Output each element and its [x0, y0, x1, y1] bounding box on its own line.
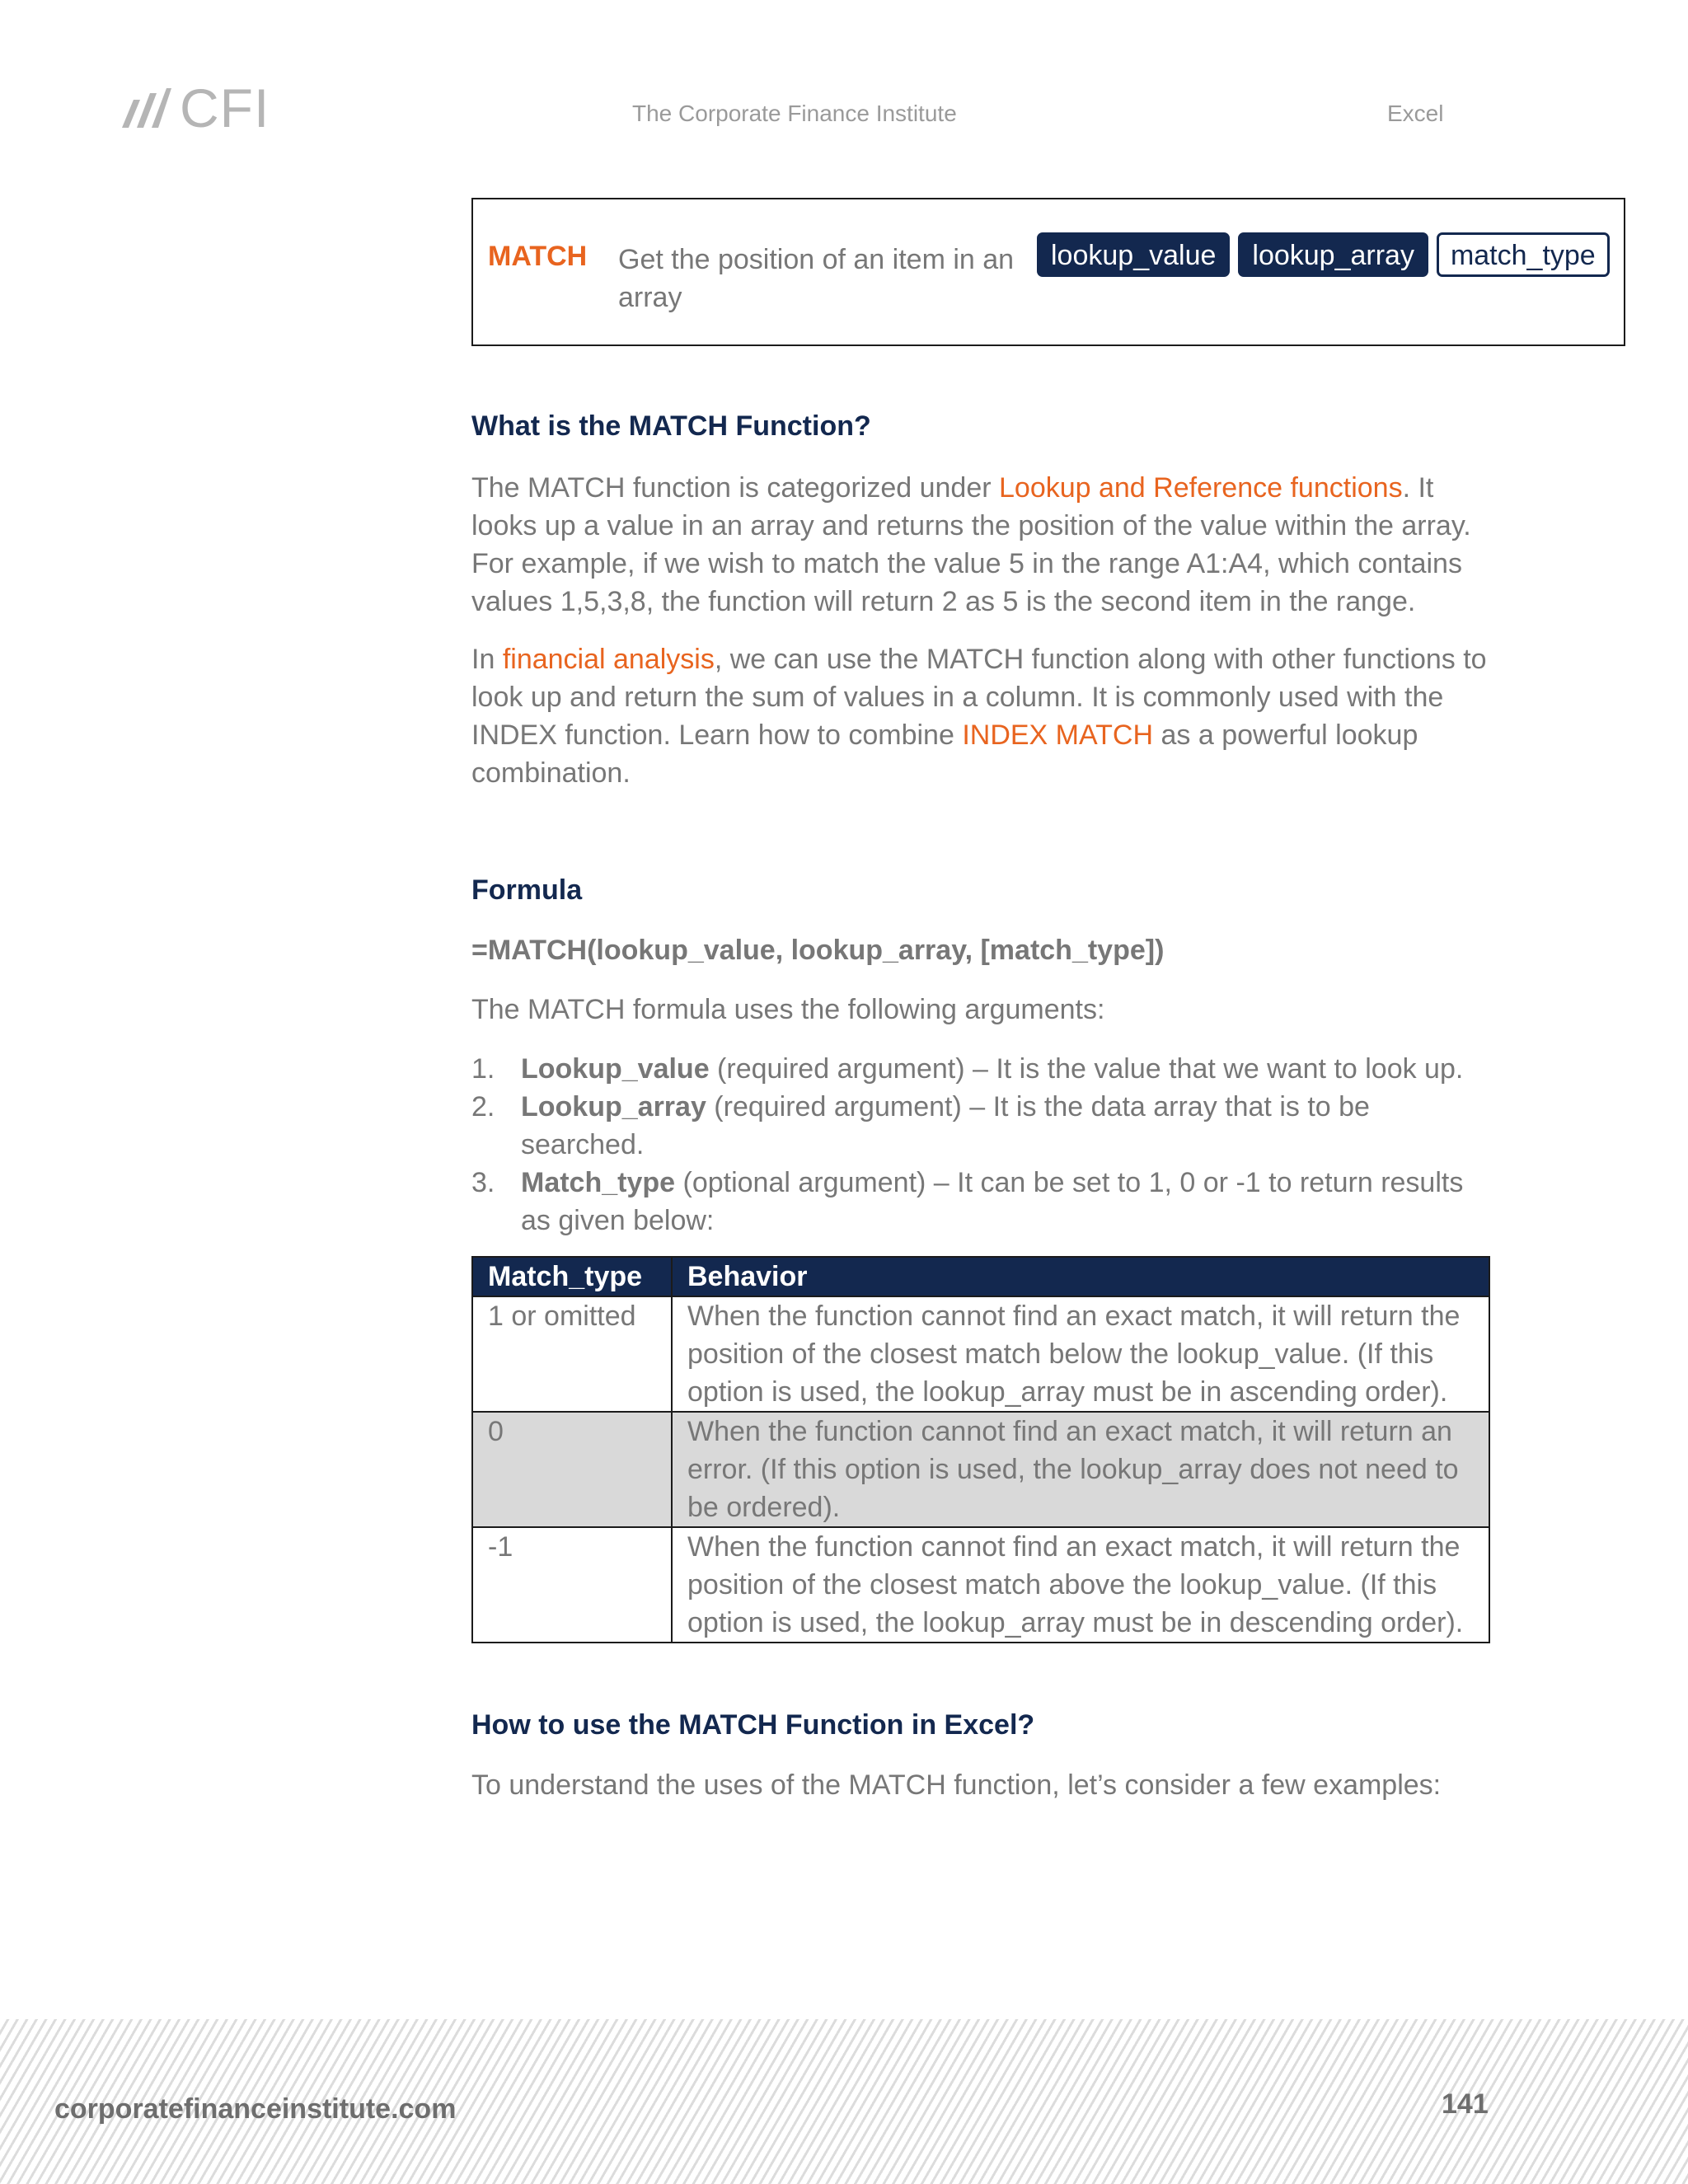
function-description: Get the position of an item in an array: [618, 244, 1015, 313]
text-span: In: [471, 644, 503, 675]
table-header-cell: Behavior: [672, 1257, 1489, 1296]
text-span: . It looks up a value in an array and returns the position of the value within the array. For example, if we wish to match the value 5 in the range A1:A4, which contains values 1,5,3,8, the function will return 2 as 5 is the second item in the range.: [471, 472, 1471, 617]
function-summary-box: [471, 198, 1625, 346]
table-cell: When the function cannot find an exact match, it will return the position of the closest match below the lookup_value. (If this option is used, the lookup_array must be in ascending order).: [672, 1296, 1489, 1412]
text-span: , we can use the MATCH function along with other functions to look up and return the sum of values in a column. It is commonly used with the INDEX function. Learn how to combine: [471, 644, 1487, 751]
function-name: MATCH: [488, 241, 588, 272]
table-header-cell: Match_type: [472, 1257, 672, 1296]
arguments-list: [471, 1050, 1490, 1240]
argument-description: (required argument) – It is the data array that is to be searched.: [521, 1091, 1370, 1160]
formula-intro: The MATCH formula uses the following arguments:: [471, 994, 1105, 1025]
page-header: [0, 0, 1688, 165]
section-heading-how-to-use: How to use the MATCH Function in Excel?: [471, 1709, 1035, 1741]
arg-badge-match-type: match_type: [1437, 232, 1610, 277]
table-cell: When the function cannot find an exact match, it will return the position of the closest match above the lookup_value. (If this option is used, the lookup_array must be in descending order).: [672, 1527, 1489, 1643]
argument-description: (optional argument) – It can be set to 1, 0 or -1 to return results as given below:: [521, 1167, 1464, 1236]
link-lookup-reference-functions[interactable]: Lookup and Reference functions: [999, 472, 1403, 504]
table-row: [472, 1527, 1489, 1643]
link-index-match[interactable]: INDEX MATCH: [962, 719, 1154, 751]
formula-syntax: =MATCH(lookup_value, lookup_array, [match_type]): [471, 935, 1165, 966]
table-cell: 1 or omitted: [472, 1296, 672, 1412]
table-cell: When the function cannot find an exact match, it will return an error. (If this option is used, the lookup_array does not need to be ordered).: [672, 1412, 1489, 1527]
match-type-table: [471, 1256, 1490, 1643]
usage-paragraph: [471, 640, 1490, 792]
cfi-logo: [114, 77, 270, 138]
examples-intro: To understand the uses of the MATCH function, let’s consider a few examples:: [471, 1769, 1442, 1801]
list-item: [471, 1050, 1490, 1088]
arg-badge-lookup-array: lookup_array: [1238, 232, 1428, 277]
table-row: [472, 1412, 1489, 1527]
link-financial-analysis[interactable]: financial analysis: [502, 644, 715, 675]
function-args: [1037, 232, 1610, 277]
intro-paragraph: [471, 469, 1490, 621]
argument-term: Lookup_array: [521, 1091, 706, 1122]
section-heading-what-is: What is the MATCH Function?: [471, 410, 871, 442]
list-number: 1.: [471, 1053, 495, 1085]
list-item: [471, 1088, 1490, 1164]
table-cell: -1: [472, 1527, 672, 1643]
page-footer: [0, 2019, 1688, 2184]
argument-term: Lookup_value: [521, 1053, 710, 1085]
text-span: as a powerful lookup combination.: [471, 719, 1418, 789]
table-cell: 0: [472, 1412, 672, 1527]
header-section: Excel: [1387, 101, 1444, 126]
cfi-logo-icon: [114, 87, 171, 129]
page-number: 141: [1442, 2088, 1489, 2120]
header-title: The Corporate Finance Institute: [632, 101, 957, 126]
section-heading-formula: Formula: [471, 874, 583, 906]
text-span: The MATCH function is categorized under: [471, 472, 999, 504]
list-item: [471, 1164, 1490, 1240]
page-content: [471, 198, 1596, 1804]
table-row: [472, 1296, 1489, 1412]
argument-term: Match_type: [521, 1167, 676, 1198]
logo-text: CFI: [180, 77, 270, 138]
arg-badge-lookup-value: lookup_value: [1037, 232, 1230, 277]
argument-description: (required argument) – It is the value that we want to look up.: [709, 1053, 1464, 1085]
footer-url: corporatefinanceinstitute.com: [54, 2093, 457, 2125]
table-header-row: [472, 1257, 1489, 1296]
list-number: 2.: [471, 1091, 495, 1122]
list-number: 3.: [471, 1167, 495, 1198]
